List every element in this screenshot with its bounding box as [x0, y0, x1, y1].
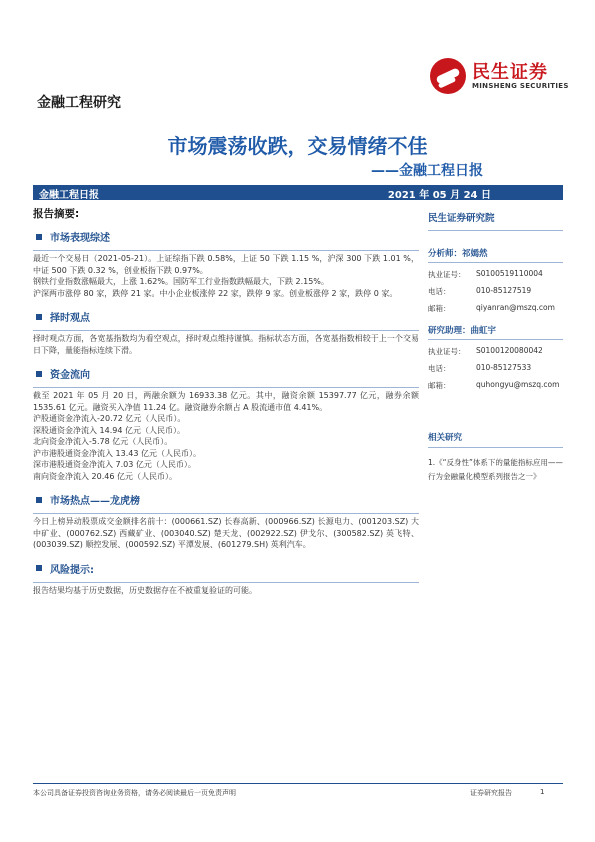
assistant-phone: 电话： 010-85127533 — [428, 363, 532, 373]
report-category: 金融工程研究 — [37, 95, 121, 111]
report-subtitle: ——金融工程日报 — [371, 163, 483, 179]
analyst-phone: 电话： 010-85127519 — [428, 286, 532, 296]
analyst-sidebar — [428, 210, 563, 484]
square-bullet-icon — [36, 371, 42, 377]
assistant-name: 研究助理：曲虹宇 — [428, 324, 563, 340]
square-bullet-icon — [36, 497, 42, 503]
analyst-name: 分析师：祁嫣然 — [428, 247, 563, 263]
section-body-risk: 报告结果均基于历史数据，历史数据存在不被重复验证的可能。 — [33, 585, 257, 595]
assistant-license: 执业证号： S0100120080042 — [428, 346, 543, 356]
footer-divider — [33, 783, 563, 784]
section-body-timing: 择时观点方面，各宽基指数均为看空观点，择时观点维持谨慎。指标状态方面，各宽基指数相较于上一个交易日下降，量能指标连续下滑。 — [33, 334, 419, 355]
logo-name-cn: 民生证券 — [472, 62, 548, 83]
logo-name-en: MINSHENG SECURITIES — [472, 82, 569, 90]
section-heading-timing: 择时观点 — [33, 309, 419, 324]
institute-name: 民生证券研究院 — [428, 210, 563, 231]
footer-disclaimer: 本公司具备证券投资咨询业务资格，请务必阅读最后一页免责声明 — [33, 789, 236, 797]
square-bullet-icon — [36, 234, 42, 240]
report-title: 市场震荡收跌，交易情绪不佳 — [167, 134, 428, 158]
analyst-email[interactable]: 邮箱： qiyanran@mszq.com — [428, 303, 555, 313]
square-bullet-icon — [36, 314, 42, 320]
section-heading-hotspot: 市场热点——龙虎榜 — [33, 492, 419, 507]
minsheng-logo — [430, 56, 580, 96]
related-research-heading: 相关研究 — [428, 431, 563, 448]
report-info-bar — [33, 185, 563, 200]
section-heading-market: 市场表现综述 — [33, 229, 419, 244]
assistant-email[interactable]: 邮箱： quhongyu@mszq.com — [428, 380, 560, 390]
section-body-hotspot: 今日上榜异动股票成交金额排名前十：(000661.SZ) 长春高新、(000966.SZ) 长源电力、(001203.SZ) 大中矿业、(000762.SZ) 西藏矿业、(003040.SZ) 楚天龙、(002922.SZ) 伊戈尔、(300582.SZ) 英飞特、(003039.SZ) 顺控发展、(000592.SZ) 平潭发展、(601279.SH) 英利汽车。 — [33, 517, 419, 549]
section-heading-fund-flow: 资金流向 — [33, 366, 419, 381]
square-bullet-icon — [36, 565, 42, 571]
related-research-link[interactable]: 1.《“反身性”体系下的量能指标应用——行为金融量化模型系列报告之一》 — [428, 458, 563, 481]
section-body-fund-flow: 截至 2021 年 05 月 20 日，两融余额为 16933.38 亿元。其中，融资余额 15397.77 亿元，融券余额 1535.61 亿元。融资买入净值 11.24 亿。融资融券余额占 A 股流通市值 4.41%。 沪股通资金净流入-20.72 亿元（人民币）。 深股通资金净流入 14.94 亿元（人民币）。 北向资金净流入-5.78 亿元（人民币）。 沪市港股通资金净流入 13.43 亿元（人民币）。 深市港股通资金净流入 7.03 亿元（人民币）。 南向资金净流入 20.46 亿元（人民币）。 — [33, 391, 419, 481]
summary-column — [33, 206, 419, 596]
section-heading-risk: 风险提示: — [33, 561, 419, 576]
summary-label: 报告摘要: — [33, 208, 80, 220]
report-type: 金融工程日报 — [39, 190, 99, 201]
page-number: 1 — [540, 788, 545, 796]
section-body-market: 最近一个交易日（2021-05-21）。上证综指下跌 0.58%，上证 50 下跌 1.15 %，沪深 300 下跌 1.01 %，中证 500 下跌 0.32 %，创业板指下跌 0.97%。 钢铁行业指数涨幅最大，上涨 1.62%。国防军工行业指数跌幅最大，下跌 2.15%。 沪深两市涨停 80 家，跌停 21 家。中小企业板涨停 22 家，跌停 9 家。创业板涨停 2 家，跌停 0 家。 — [33, 254, 419, 298]
footer-report-type: 证券研究报告 — [470, 789, 512, 797]
analyst-license: 执业证号： S0100519110004 — [428, 269, 543, 279]
report-date: 2021 年 05 月 24 日 — [387, 190, 491, 201]
logo-mark-icon — [430, 58, 466, 94]
